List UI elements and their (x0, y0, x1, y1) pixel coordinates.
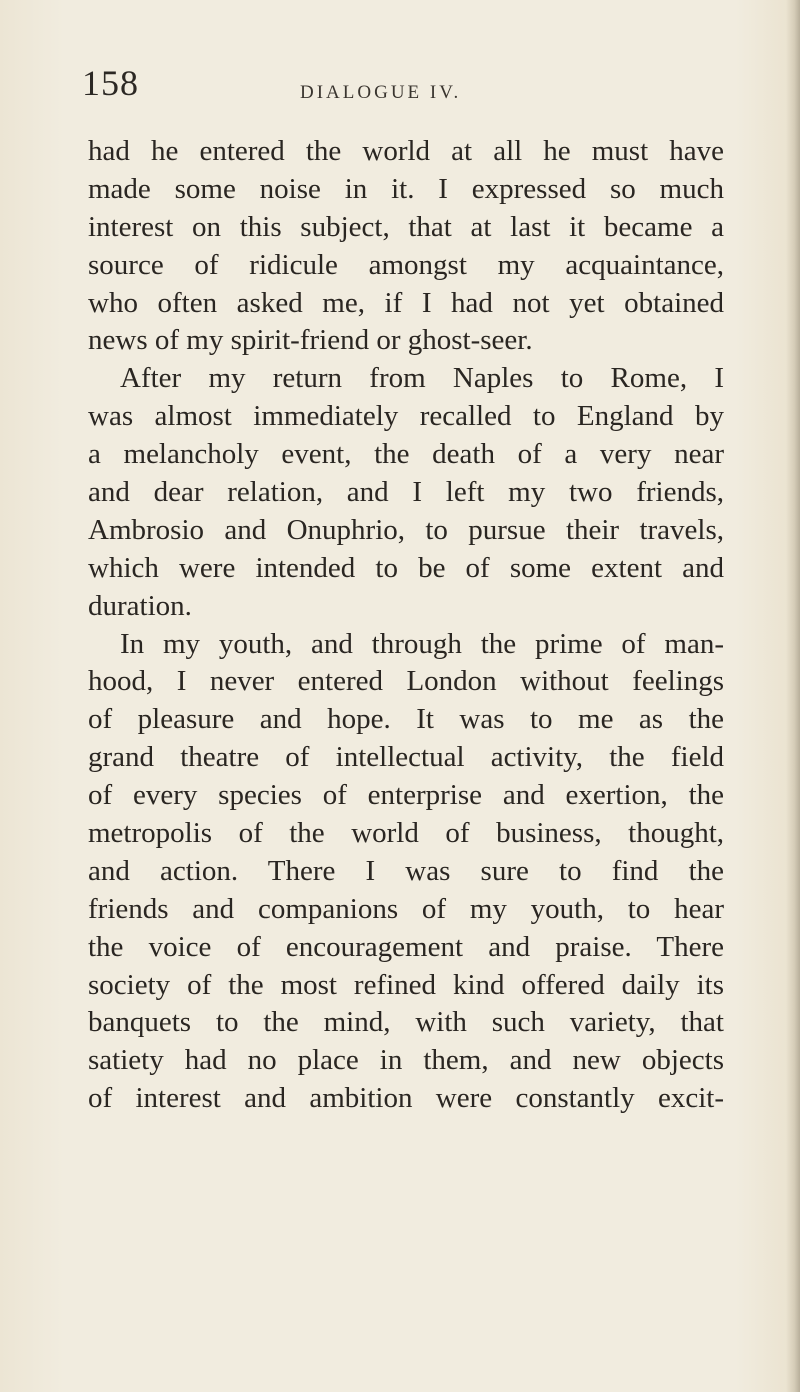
text-line: who often asked me, if I had not yet obtained (88, 286, 724, 319)
text-line: society of the most refined kind offered daily its (88, 968, 724, 1001)
running-head: DIALOGUE IV. (300, 82, 462, 103)
text-line: the voice of encouragement and praise. There (88, 930, 724, 963)
text-line: was almost immediately recalled to England by (88, 400, 724, 433)
text-line: grand theatre of intellectual activity, the field (88, 741, 724, 774)
text-line: had he entered the world at all he must have (88, 135, 724, 167)
body-text (88, 133, 724, 1118)
text-line: In my youth, and through the prime of man- (120, 627, 724, 660)
page-edge-shadow (786, 0, 800, 1392)
text-line: of every species of enterprise and exertion, the (88, 779, 724, 812)
text-line: satiety had no place in them, and new objects (88, 1044, 724, 1077)
text-line: of pleasure and hope. It was to me as the (88, 703, 724, 736)
text-line: duration. (88, 589, 192, 622)
text-line: metropolis of the world of business, thought, (88, 817, 724, 850)
text-line: of interest and ambition were constantly excit- (88, 1082, 724, 1115)
text-line: a melancholy event, the death of a very near (88, 438, 724, 471)
text-line: and dear relation, and I left my two friends, (88, 476, 724, 509)
text-line: news of my spirit-friend or ghost-seer. (88, 324, 533, 357)
text-line: banquets to the mind, with such variety, that (88, 1006, 724, 1039)
text-line: friends and companions of my youth, to hear (88, 892, 724, 925)
text-line: which were intended to be of some extent and (88, 551, 724, 584)
text-line: After my return from Naples to Rome, I (120, 362, 724, 395)
text-line: and action. There I was sure to find the (88, 854, 724, 887)
page-number: 158 (82, 63, 139, 103)
page-header (82, 62, 722, 112)
text-line: Ambrosio and Onuphrio, to pursue their travels, (88, 513, 724, 546)
text-line: source of ridicule amongst my acquaintance, (88, 248, 724, 281)
text-line: interest on this subject, that at last it became a (88, 210, 724, 243)
text-line: hood, I never entered London without feelings (88, 665, 724, 698)
text-line: made some noise in it. I expressed so much (88, 172, 724, 205)
